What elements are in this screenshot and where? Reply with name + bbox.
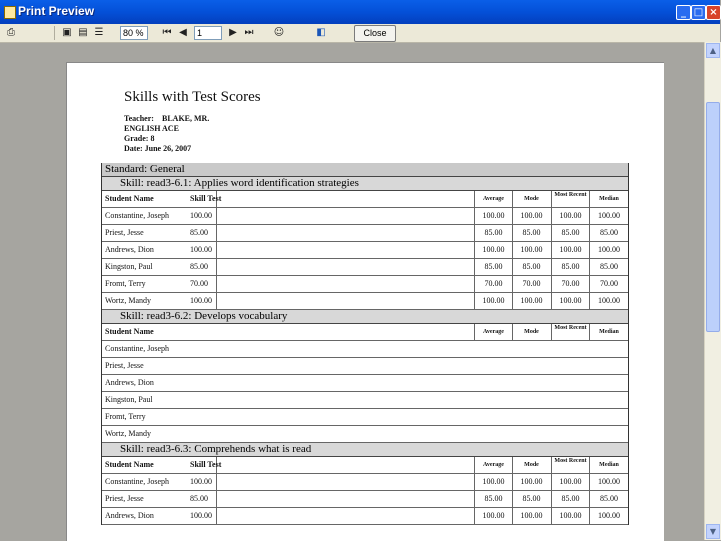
skill-band: Skill: read3-6.1: Applies word identification strategies [102,177,628,191]
table-row: Wortz, Mandy 100.00 100.00 100.00 100.00 100.00 [102,293,628,310]
zoom-field[interactable]: 80 % [120,26,148,40]
two-page-icon[interactable]: ▤ [78,27,88,38]
table-row: Fromt, Terry 70.00 70.00 70.00 70.00 70.00 [102,276,628,293]
scroll-up-icon[interactable]: ▲ [706,43,720,58]
column-header-row: Student Name Average Mode Most Recent Median [102,324,628,341]
course-line: ENGLISH ACE [124,124,179,133]
multi-page-icon[interactable]: ☰ [94,27,104,38]
window-title: Print Preview [18,4,95,18]
minimize-button[interactable]: _ [676,5,691,20]
table-row: Kingston, Paul [102,392,628,409]
report-table [101,163,629,525]
table-row: Priest, Jesse [102,358,628,375]
person-icon[interactable]: ☺ [273,27,285,38]
title-bar [0,0,720,24]
scroll-down-icon[interactable]: ▼ [706,524,720,539]
table-row: Constantine, Joseph 100.00 100.00 100.00 100.00 100.00 [102,474,628,491]
report-title: Skills with Test Scores [124,89,261,105]
table-row: Andrews, Dion [102,375,628,392]
first-page-icon[interactable]: ⏮ [162,27,172,38]
maximize-button[interactable]: □ [691,5,706,20]
close-window-button[interactable]: × [706,5,721,20]
vertical-scrollbar[interactable] [704,42,721,540]
report-page [66,62,664,541]
skill-band: Skill: read3-6.2: Develops vocabulary [102,310,628,324]
table-row: Priest, Jesse 85.00 85.00 85.00 85.00 85.00 [102,491,628,508]
page-number-field[interactable]: 1 [194,26,222,40]
export-icon[interactable]: ◧ [316,27,326,38]
scroll-thumb[interactable] [706,102,720,332]
table-row: Constantine, Joseph 100.00 100.00 100.00 100.00 100.00 [102,208,628,225]
table-row: Fromt, Terry [102,409,628,426]
table-row: Andrews, Dion 100.00 100.00 100.00 100.00 100.00 [102,242,628,259]
table-row: Andrews, Dion 100.00 100.00 100.00 100.00 100.00 [102,508,628,525]
last-page-icon[interactable]: ⏭ [244,27,254,38]
table-row: Constantine, Joseph [102,341,628,358]
grade-line: Grade: 8 [124,134,155,143]
skill-band: Skill: read3-6.3: Comprehends what is read [102,443,628,457]
column-header-row: Student Name Skill Test Average Mode Most Recent Median [102,191,628,208]
one-page-icon[interactable]: ▣ [62,27,72,38]
prev-page-icon[interactable]: ◀ [179,27,187,38]
standard-band: Standard: General [102,163,628,177]
print-icon[interactable]: ⎙ [7,27,15,38]
date-line: Date: June 26, 2007 [124,144,192,153]
teacher-line: Teacher: BLAKE, MR. [124,114,210,123]
table-row: Priest, Jesse 85.00 85.00 85.00 85.00 85.00 [102,225,628,242]
close-button[interactable]: Close [354,25,396,42]
next-page-icon[interactable]: ▶ [229,27,237,38]
app-icon [4,6,16,19]
column-header-row: Student Name Skill Test Average Mode Most Recent Median [102,457,628,474]
table-row: Kingston, Paul 85.00 85.00 85.00 85.00 85.00 [102,259,628,276]
table-row: Wortz, Mandy [102,426,628,443]
toolbar [0,24,720,43]
